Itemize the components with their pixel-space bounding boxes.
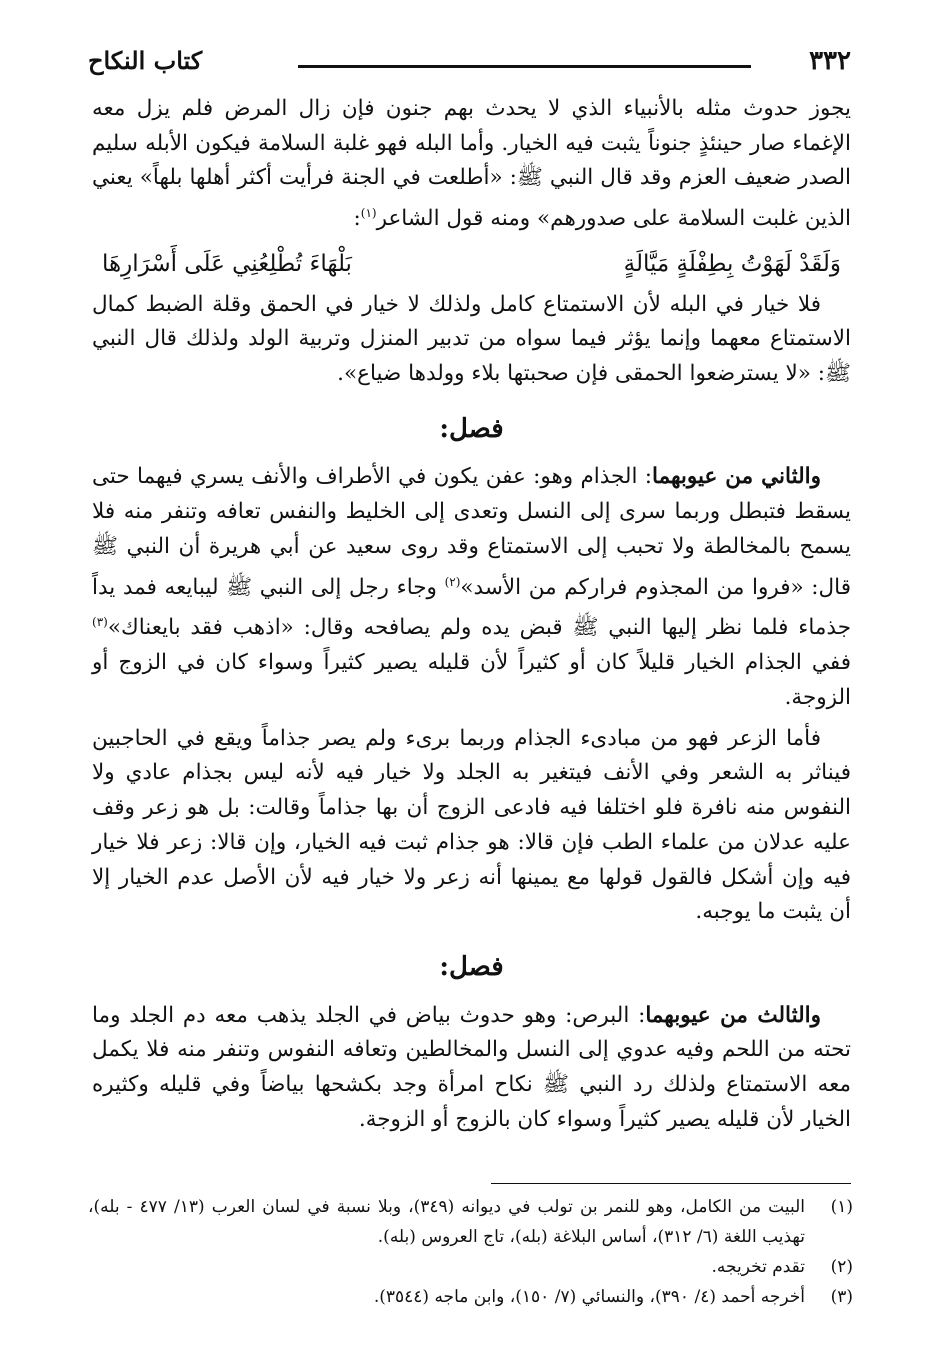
footnote-ref[interactable]: (٢) — [444, 574, 461, 589]
footnote-text: تقدم تخريجه. — [711, 1257, 805, 1277]
paragraph-lead: والثاني من عيوبهما — [652, 464, 821, 490]
footnote-number: (١) — [830, 1197, 853, 1217]
footnote-text: البيت من الكامل، وهو للنمر بن تولب في ديوانه (٣٤٩)، وبلا نسبة في لسان العرب (١٣/ ٤٧٧ - بله)، تهذيب اللغة (٦/ ٣١٢)، أساس البلاغة (بله)، تاج العروس (بله). — [88, 1197, 805, 1247]
footnotes — [88, 1192, 853, 1312]
footnote — [88, 1192, 853, 1252]
paragraph: فلا خيار في البله لأن الاستمتاع كامل ولذلك لا خيار في الحمق وقلة الضبط كمال الاستمتاع معهما وإنما يؤثر فيما سواه من تدبير المنزل وتربية الولد ولذلك قال النبي ﷺ: «لا يسترضعوا الحمقى فإن صحبتها بلاء وولدها ضياع». — [92, 291, 851, 387]
main-text — [92, 92, 851, 1137]
paragraph: والثاني من عيوبهما: الجذام وهو: عفن يكون في الأطراف والأنف يسري فيهما حتى يسقط فتبطل وربما سرى إلى النسل وتعدى إلى الخليط والنفس تعافه وتنفر منه فلا يسمح بالمخالطة ولا تحبب إلى الاستمتاع وقد روى سعيد عن أبي هريرة أن النبي ﷺ قال: «فروا من المجذوم فراركم من الأسد»$^{(٢)}$ وجاء رجل إلى النبي ﷺ ليبايعه فمد يداً جذماء فلما نظر إليها النبي ﷺ قبض يده ولم يصافحه وقال: «اذهب فقد بايعناك»$^{(٣)}$ ففي الجذام الخيار قليلاً كان أو كثيراً لأن قليله يصير كثيراً وسواء كان في الزوج أو الزوجة. — [92, 464, 851, 711]
section-heading: فصل: — [439, 413, 504, 444]
footnote-number: (٣) — [830, 1287, 853, 1307]
page-number: ٣٣٢ — [809, 46, 851, 76]
footnote-separator — [491, 1183, 851, 1184]
paragraph: والثالث من عيوبهما: البرص: وهو حدوث بياض في الجلد يذهب معه دم الجلد وما تحته من اللحم وفيه عدوي إلى النسل والمخالطين وتعافه النفوس وتنفر منه فلا يكمل معه الاستمتاع ولذلك رد النبي ﷺ نكاح امرأة وجد بكشحها بياضاً وفي قليله وكثيره الخيار لأن قليله يصير كثيراً وسواء كان بالزوج أو الزوجة. — [92, 1002, 851, 1132]
paragraph: فأما الزعر فهو من مبادىء الجذام وربما برىء ولم يصر جذاماً ويقع في الحاجبين فيناثر به الشعر وفي الأنف فيتغير به الجلد ولا خيار فيه لأنه ليس بجذام عادي ولا النفوس منه نافرة فلو اختلفا فيه فادعى الزوج أن بها جذاماً وقالت: بل هو زعر وقف عليه عدلان من علماء الطب فإن قالا: هو جذام ثبت فيه الخيار، وإن قالا: زعر فلا خيار فيه وإن أشكل فالقول قولها مع يمينها أنه زعر ولا خيار فيه لأن الأصل عدم الخيار إلا أن يثبت ما يوجبه. — [92, 725, 851, 925]
footnote — [88, 1282, 853, 1312]
section-heading: فصل: — [439, 951, 504, 982]
header-rule — [298, 65, 751, 68]
paragraph: يجوز حدوث مثله بالأنبياء الذي لا يحدث بهم جنون فإن زال المرض فلم يزل معه الإغماء صار حينئذٍ جنوناً يثبت فيه الخيار. وأما البله فهو غلبة السلامة فيكون الأبله سليم الصدر ضعيف العزم وقد قال النبي ﷺ: «أطلعت في الجنة فرأيت أكثر أهلها بلهاً» يعني الذين غلبت السلامة على صدورهم» ومنه قول الشاعر$^{(١)}$: — [92, 96, 851, 232]
paragraph-lead: والثالث من عيوبهما — [645, 1002, 821, 1028]
footnote-ref[interactable]: (١) — [360, 206, 377, 221]
poetry-verse — [92, 247, 851, 282]
footnote-text: أخرجه أحمد (٤/ ٣٩٠)، والنسائي (٧/ ١٥٠)، وابن ماجه (٣٥٤٤). — [373, 1287, 805, 1307]
footnote-ref[interactable]: (٣) — [92, 615, 108, 630]
page-header — [88, 38, 851, 86]
verse-second-hemistich: بَلْهَاءَ تُطْلِعُنِي عَلَى أَسْرَارِهَا — [102, 250, 352, 277]
running-title: كتاب النكاح — [88, 46, 203, 75]
footnote — [88, 1252, 853, 1282]
footnote-number: (٢) — [830, 1257, 853, 1277]
verse-first-hemistich: وَلَقَدْ لَهَوْتُ بِطِفْلَةٍ مَيَّالَةٍ — [623, 250, 841, 277]
